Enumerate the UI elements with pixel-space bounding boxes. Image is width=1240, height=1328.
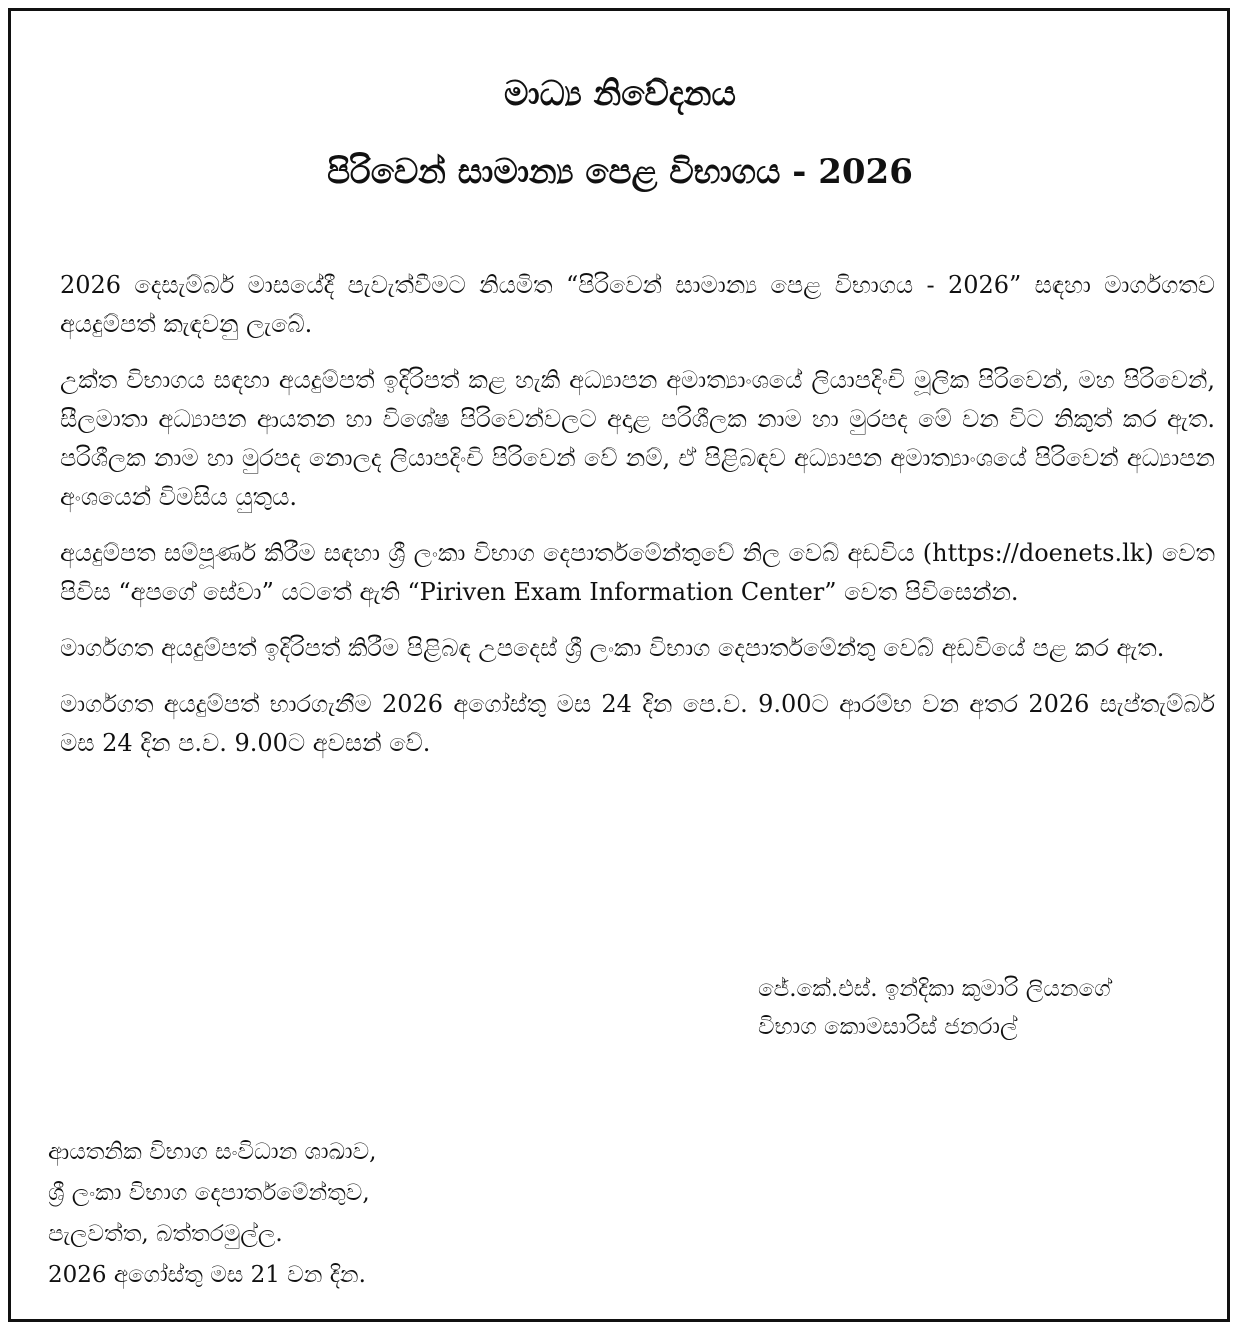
issuer-address-block <box>48 1132 648 1296</box>
paragraph-applications-called: 2026 දෙසැම්බර් මාසයේදී පැවැත්වීමට නියමිත “පිරිවෙන් සාමාන්‍ය පෙළ විභාගය - 2026” සඳහා මාර්ගගතව අයදුම්පත් කැඳවනු ලැබේ. <box>60 271 1215 338</box>
signatory-name: ජේ.කේ.එස්. ඉන්දිකා කුමාරි ලියනගේ <box>758 976 1111 1002</box>
paragraph-eligible-institutions: උක්ත විභාගය සඳහා අයදුම්පත් ඉදිරිපත් කළ හැකි අධ්‍යාපන අමාත්‍යාංශයේ ලියාපදිංචි මූලික පිරිවෙන්, මහ පිරිවෙන්, සීලමාතා අධ්‍යාපන ආයතන හා විශේෂ පිරිවෙන්වලට අදාළ පරිශීලක නාම හා මුරපද මේ වන විට නිකුත් කර ඇත. පරිශීලක නාම හා මුරපද නොලද ලියාපදිංචි පිරිවෙන් වේ නම්, ඒ පිළිබඳව අධ්‍යාපන අමාත්‍යාංශයේ පිරිවෙන් අධ්‍යාපන අංශයෙන් විමසිය යුතුය. <box>60 366 1215 511</box>
paragraph-dates: මාර්ගගත අයදුම්පත් භාරගැනීම 2026 අගෝස්තු මස 24 දින පෙ.ව. 9.00ට ආරම්භ වන අතර 2026 සැප්තැම්බර් මස 24 දින ප.ව. 9.00ට අවසන් වේ. <box>60 690 1215 757</box>
issue-date: 2026 අගෝස්තු මස 21 වන දින. <box>48 1262 366 1288</box>
paragraph-instructions: මාර්ගගත අයදුම්පත් ඉදිරිපත් කිරීම පිළිබඳ උපදෙස් ශ්‍රී ලංකා විභාග දෙපාර්තමේන්තු වෙබ් අඩවියේ පළ කර ඇත. <box>60 634 1165 662</box>
issuer-branch: ආයතනික විභාග සංවිධාන ශාඛාව, <box>48 1139 377 1165</box>
notice-title: මාධ්‍ය නිවේදනය <box>504 74 736 114</box>
signature-block <box>758 970 1198 1046</box>
paragraph-website-access: අයදුම්පත සම්පූර්ණ කිරීම සඳහා ශ්‍රී ලංකා විභාග දෙපාර්තමේන්තුවේ නිල වෙබ් අඩවිය (https://doenets.lk) වෙත පිවිස “අපගේ සේවා” යටතේ ඇති “Piriven Exam Information Center” වෙත පිවිසෙන්න. <box>60 539 1215 606</box>
signatory-designation: විභාග කොමසාරිස් ජනරාල් <box>758 1014 1018 1040</box>
issuer-address: පැලවත්ත, බත්තරමුල්ල. <box>48 1221 283 1247</box>
issuer-department: ශ්‍රී ලංකා විභාග දෙපාර්තමේන්තුව, <box>48 1180 370 1206</box>
notice-body <box>60 266 1215 780</box>
notice-subtitle: පිරිවෙන් සාමාන්‍ය පෙළ විභාගය - 2026 <box>327 152 913 192</box>
